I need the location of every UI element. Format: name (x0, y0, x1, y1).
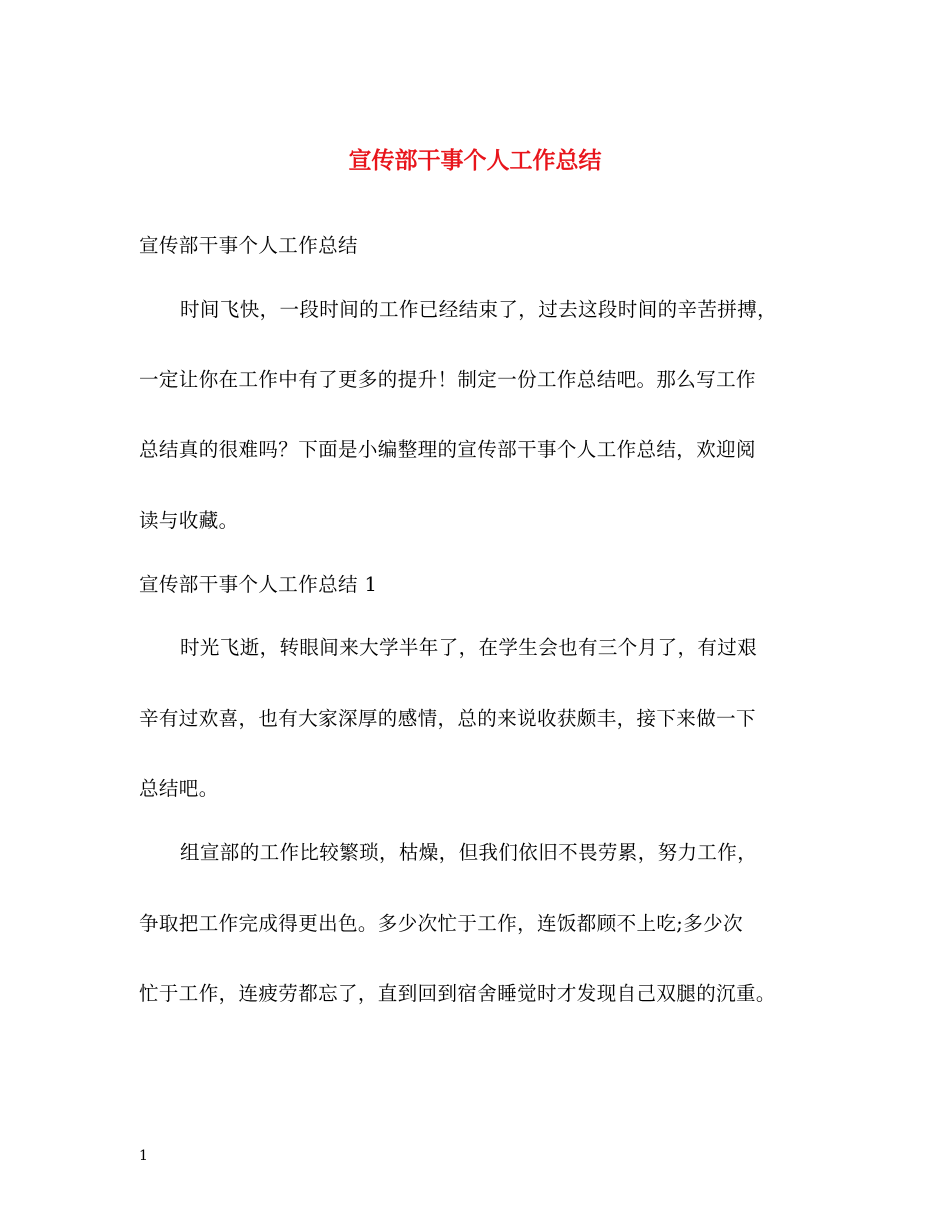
section-heading: 宣传部干事个人工作总结 1 (139, 573, 378, 596)
intro-line-1: 时间飞快，一段时间的工作已经结束了，过去这段时间的辛苦拼搏， (180, 298, 778, 321)
document-title: 宣传部干事个人工作总结 (348, 147, 602, 174)
paragraph1-line-2: 辛有过欢喜，也有大家深厚的感情，总的来说收获颇丰，接下来做一下 (139, 707, 756, 730)
intro-line-3: 总结真的很难吗？下面是小编整理的宣传部干事个人工作总结，欢迎阅 (139, 438, 756, 461)
intro-line-2: 一定让你在工作中有了更多的提升！制定一份工作总结吧。那么写工作 (139, 368, 756, 391)
paragraph2-line-1: 组宣部的工作比较繁琐，枯燥，但我们依旧不畏劳累，努力工作， (180, 841, 758, 864)
page-number: 1 (139, 1148, 148, 1164)
paragraph1-line-3: 总结吧。 (139, 777, 219, 800)
paragraph2-line-2: 争取把工作完成得更出色。多少次忙于工作，连饭都顾不上吃;多少次 (139, 912, 743, 935)
paragraph2-line-3: 忙于工作，连疲劳都忘了，直到回到宿舍睡觉时才发现自己双腿的沉重。 (139, 982, 776, 1005)
intro-line-4: 读与收藏。 (139, 509, 239, 532)
document-subtitle: 宣传部干事个人工作总结 (139, 234, 358, 257)
paragraph1-line-1: 时光飞逝，转眼间来大学半年了，在学生会也有三个月了，有过艰 (180, 636, 758, 659)
